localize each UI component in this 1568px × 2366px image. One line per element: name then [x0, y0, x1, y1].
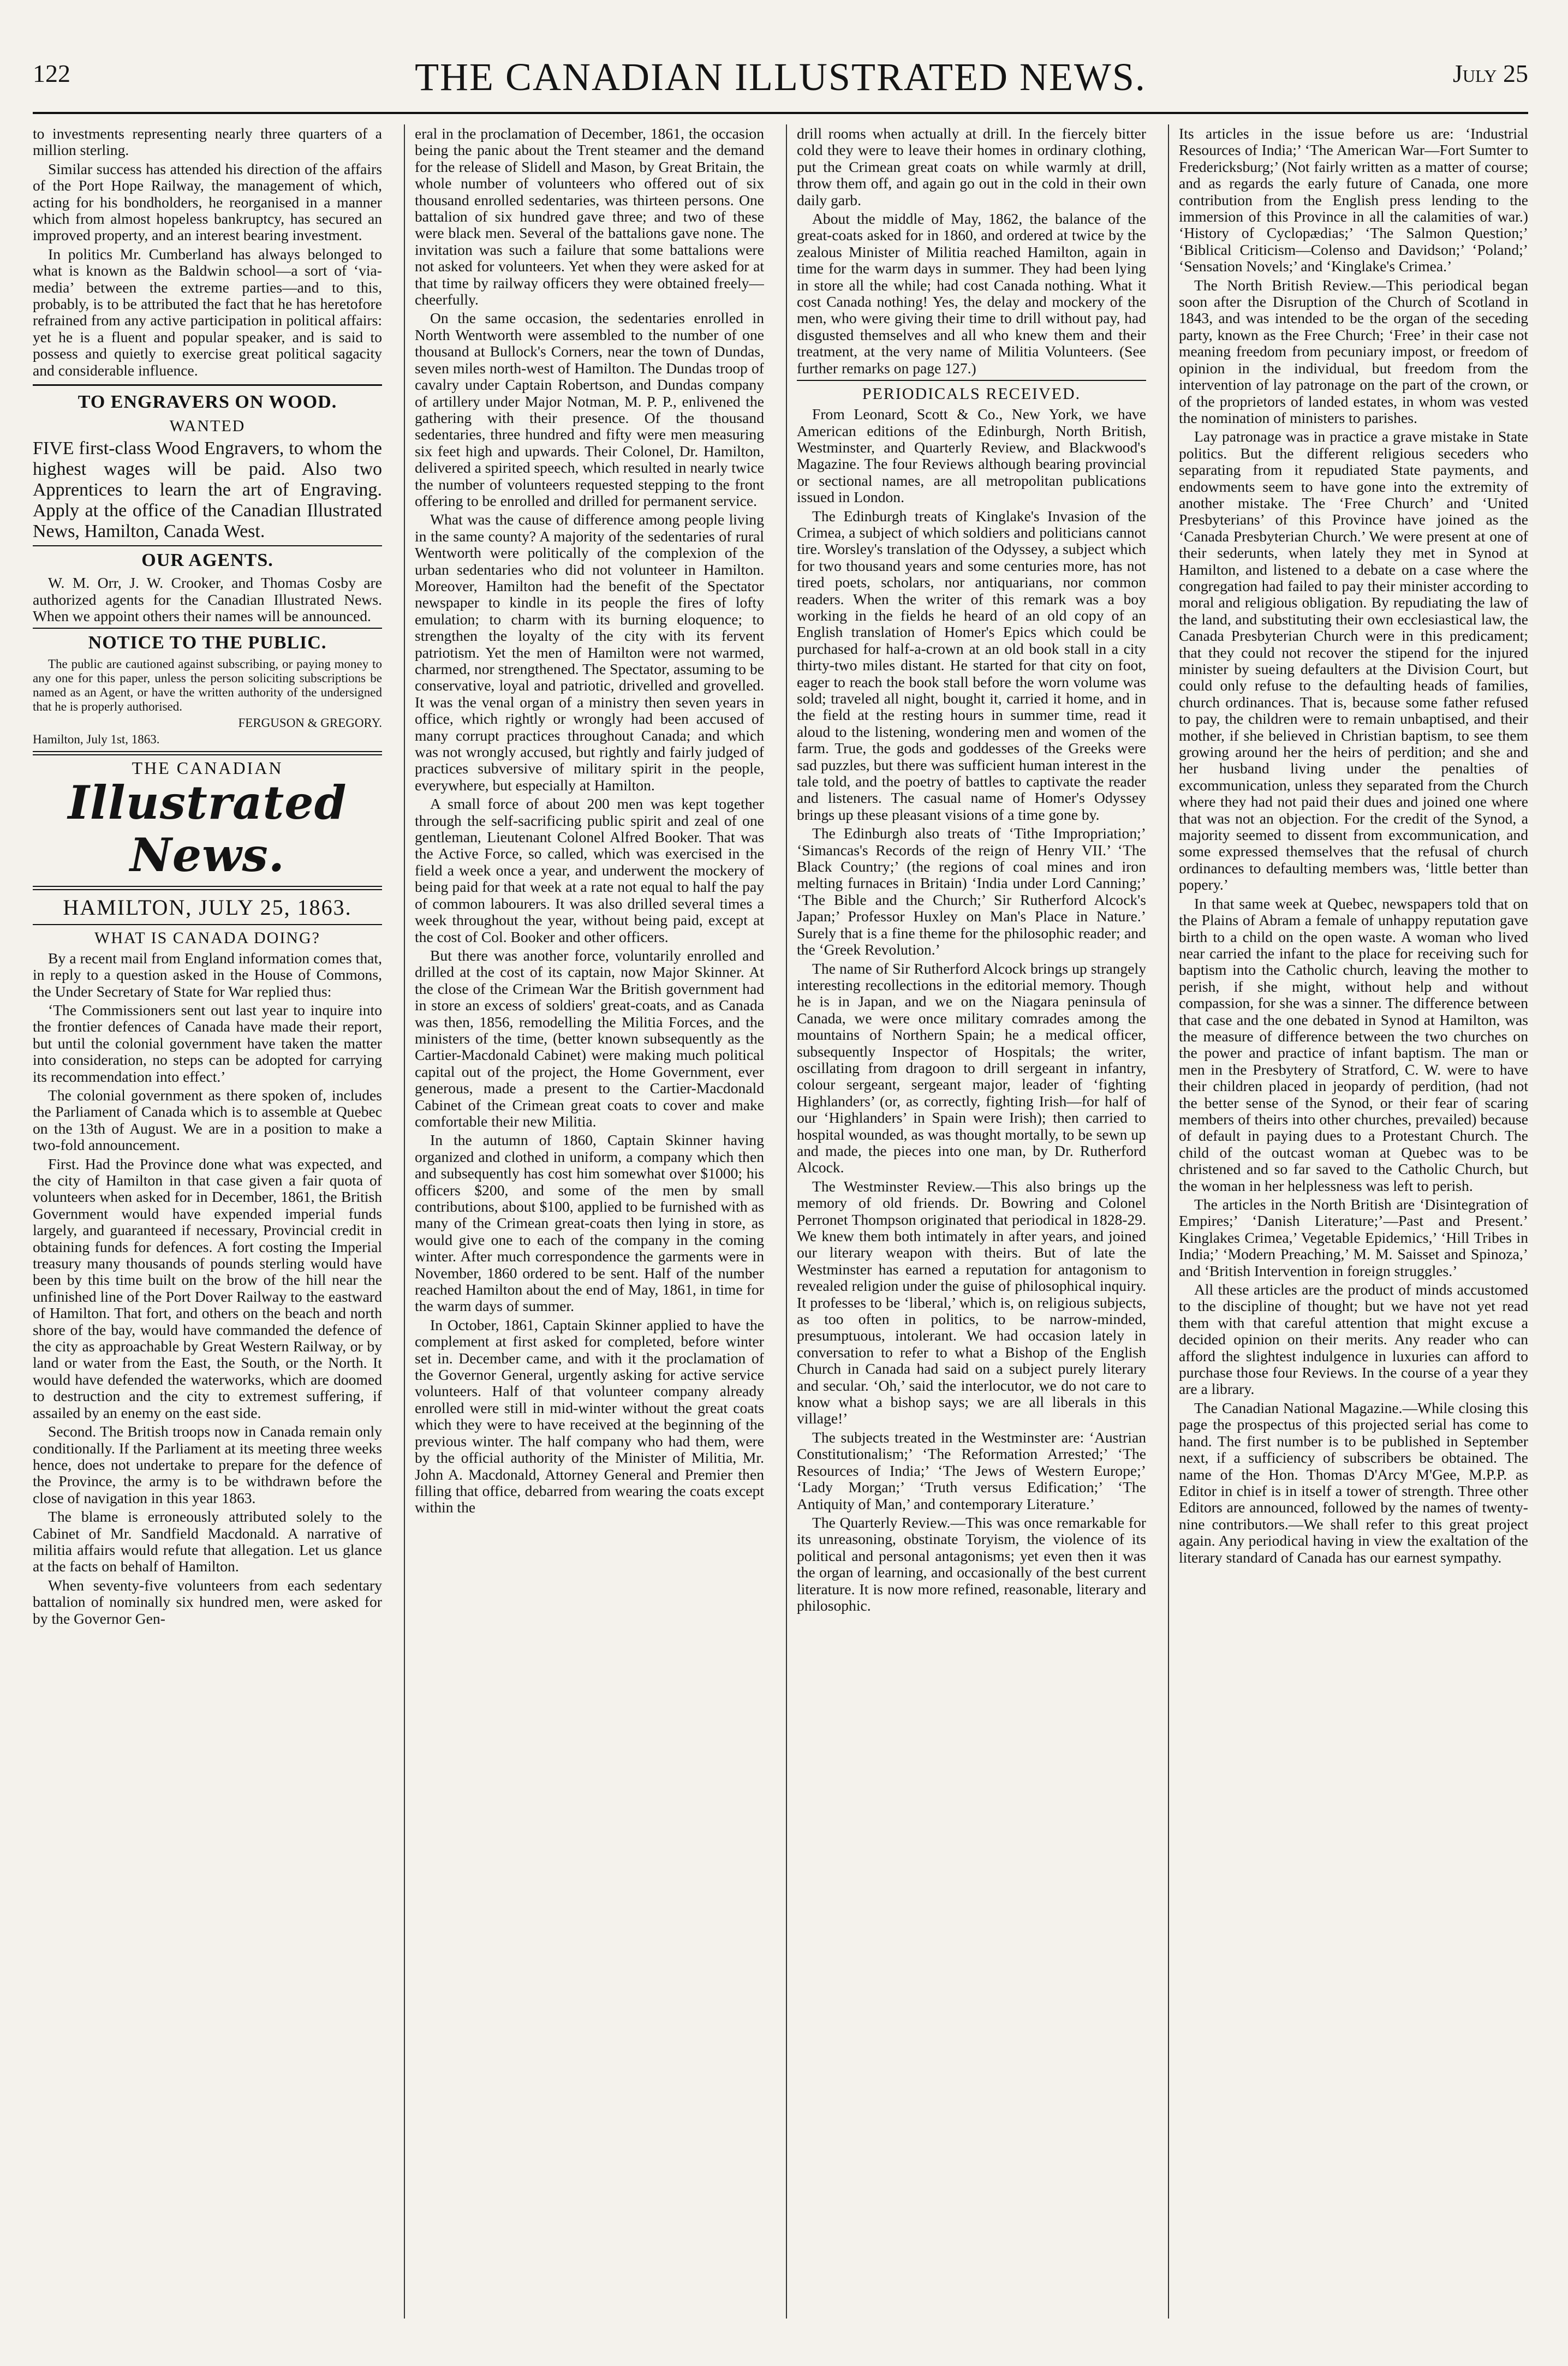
paragraph: The colonial government as there spoken of, includes the Parliament of Canada which is to assemble at Quebec on the 13th of August. We are in a position to make a two-fold announcement. [33, 1086, 382, 1154]
paragraph: ‘The Commissioners sent out last year to inquire into the frontier defences of Canada have made their report, but until the colonial government have taken the matter into consideration, no steps can be adopted for carrying its recommendation into effect.’ [33, 1001, 382, 1085]
paragraph: In that same week at Quebec, newspapers told that on the Plains of Abram a female of unhappy reputation gave birth to a child on the open waste. A woman who lived near carried the infant to the place for receiving such for baptism into the Catholic church, leaving the mother to perish, if she might, without help and without compassion, for she was a sinner. The difference between that case and the one debated in Synod at Hamilton, was the measure of difference between the two churches on the power and practice of infant baptism. The man or men in the Presbytery of Stratford, C. W. were to have their children placed in jeopardy of perdition, (had not the better sense of the Synod, or their fear of scaring members of theirs into other churches, prevailed) because of default in paying dues to a Protestant Church. The child of the outcast woman at Quebec was to be christened and so far saved to the Catholic Church, but the woman in her helplessness was left to perish. [1179, 895, 1528, 1194]
paragraph: Similar success has attended his direction of the affairs of the Port Hope Railway, the management of which, acting for his bondholders, he reorganised in a manner which from almost hopeless bankruptcy, has secured an improved property, and an interest bearing investment. [33, 160, 382, 244]
column-4 [1179, 126, 1528, 2320]
paragraph: By a recent mail from England information comes that, in reply to a question asked in the House of Commons, the Under Secretary of State for War replied thus: [33, 949, 382, 1000]
newspaper-title: THE CANADIAN ILLUSTRATED NEWS. [415, 55, 1146, 99]
article-heading: WHAT IS CANADA DOING? [94, 928, 320, 947]
paragraph: The Edinburgh treats of Kinglake's Invasion of the Crimea, a subject of which soldiers and politicians cannot tire. Worsley's translation of the Odyssey, a subject which for two thousand years and some centuries more, has not tired poets, scholars, nor antiquarians, nor common readers. When the writer of this remark was a boy working in the fields he heard of an old copy of an English translation of Homer's Epics which could be purchased for half-a-crown at an old book stall in a city thirty-two miles distant. He started for that city on foot, eager to reach the book stall before the worn volume was sold; traveled all night, bought it, carried it home, and in the field at the resting hours in summer time, read it aloud to the listening, wondering men and women of the farm. True, the gods and goddesses of the Greeks were sad puzzles, but there was sufficient human interest in the tale told, and the poetry of battles to captivate the reader and listeners. The casual name of Homer's Odyssey brings up these pleasant visions of a time gone by. [797, 507, 1146, 823]
paragraph: In politics Mr. Cumberland has always belonged to what is known as the Baldwin school—a sort of ‘via-media’ between the extreme parties—and to this, probably, is to be attributed the fact that he has heretofore refrained from any active participation in political affairs: yet he is a fluent and popular speaker, and is said to possess and quietly to exercise great political sagacity and considerable influence. [33, 245, 382, 379]
agents-notice: W. M. Orr, J. W. Crooker, and Thomas Cosby are authorized agents for the Canadian Illustrated News. When we appoint others their names will be announced. [33, 574, 382, 624]
issue-date: July 25 [1453, 59, 1528, 87]
paragraph: About the middle of May, 1862, the balance of the great-coats asked for in 1860, and ordered at twice by the zealous Minister of Militia reached Hamilton, again in time for the warm days in summer. They had been lying in store all the while; had cost Canada nothing. What it cost Canada nothing! Yes, the delay and mockery of the men, who were giving their time to drill without pay, had disgusted themselves and all who knew them and their treatment, at the very name of Militia Volunteers. (See further remarks on page 127.) [797, 210, 1146, 377]
header-rule [33, 112, 1528, 114]
paragraph: The Westminster Review.—This also brings up the memory of old friends. Dr. Bowring and Colonel Perronet Thompson originated that periodical in 1828-29. We knew them both intimately in after years, and joined our literary weapon with theirs. But of late the Westminster has earned a reputation for antagonism to revealed religion under the guise of philosophical inquiry. It professes to be ‘liberal,’ which is, on religious subjects, as too often in politics, to be narrow-minded, presumptuous, intolerant. We had occasion lately in conversation to refer to what a Bishop of the English Church in Canada had said on a subject purely literary and secular. ‘Oh,’ said the interlocutor, we do not care to know what a bishop says; we are all liberals in this village!’ [797, 1177, 1146, 1427]
paragraph: The name of Sir Rutherford Alcock brings up strangely interesting recollections in the editorial memory. Though he is in Japan, and we on the Niagara peninsula of Canada, we were once military comrades among the mountains of Northern Spain; he a medical officer, subsequently Inspector of Hospitals; the writer, oscillating from dragoon to drill sergeant in infantry, colour sergeant, sergeant major, leader of ‘fighting Highlanders’ (or, as correctly, fighting Irish—for half of our ‘Highlanders’ in Spain were Irish); then carried to hospital wounded, as was thought mortally, to be sewn up and made, the pieces into one man, by Dr. Rutherford Alcock. [797, 959, 1146, 1176]
divider [797, 380, 1146, 381]
page-number: 122 [33, 59, 70, 87]
paragraph: drill rooms when actually at drill. In the fiercely bitter cold they were to leave their homes in ordinary clothing, put the Crimean great coats on while warmly at drill, throw them off, and again go out in the cold in their own daily garb. [797, 126, 1146, 208]
public-notice-heading: NOTICE TO THE PUBLIC. [88, 633, 327, 653]
engravers-heading: TO ENGRAVERS ON WOOD. [77, 392, 337, 413]
paragraph: Its articles in the issue before us are: ‘Industrial Resources of India;’ ‘The American War—Fort Sumter to Fredericksburg;’ (Not fairly written as a matter of course; and as regards the early future of Canada, one more contribution from the English press lending to the immersion of this Province in all the calamities of war.) ‘History of Cyclopædias;’ ‘The Salmon Question;’ ‘Biblical Criticism—Colenso and Davidson;’ ‘Poland;’ ‘Sensation Novels;’ and ‘Kinglake's Crimea.’ [1179, 126, 1528, 275]
wanted-heading: WANTED [169, 417, 246, 436]
paragraph: Second. The British troops now in Canada remain only conditionally. If the Parliament at its meeting three weeks hence, does not undertake to prepare for the defence of the Province, the army is to be withdrawn before the close of navigation in this year 1863. [33, 1423, 382, 1506]
paragraph: The North British Review.—This periodical began soon after the Disruption of the Church of Scotland in 1843, and was intended to be the organ of the seceding party, known as the Free Church; ‘Free’ in their case not meaning freedom from pecuniary impost, or freedom of opinion in the individual, but freedom from the intervention of lay patronage on the part of the crown, or of the proprietors of landed estates, in whom was vested the nomination of ministers to parishes. [1179, 276, 1528, 426]
double-rule [33, 751, 382, 755]
masthead [33, 760, 382, 881]
column-1 [33, 126, 382, 2320]
agents-heading: OUR AGENTS. [141, 550, 273, 571]
paragraph: On the same occasion, the sedentaries enrolled in North Wentworth were assembled to the number of one thousand at Bullock's Corners, near the town of Dundas, seven miles north-west of Hamilton. The Dundas troop of cavalry under Captain Robertson, and Dundas company of artillery under Major Notman, M. P. P., enlivened the gathering with their presence. Of the thousand sedentaries, three hundred and fifty were men measuring six feet high and upwards. Their Colonel, Dr. Hamilton, delivered a spirited speech, which resulted in nearly twice the number of volunteers requested stepping to the front offering to be enrolled and drilled for permanent service. [415, 309, 764, 509]
divider [33, 628, 382, 629]
paragraph: When seventy-five volunteers from each sedentary battalion of nominally six hundred men, were asked for by the Governor Gen- [33, 1576, 382, 1627]
paragraph: In October, 1861, Captain Skinner applied to have the complement at first asked for completed, before winter set in. December came, and with it the proclamation of the Governor General, urgently asking for active service volunteers. Half of that volunteer company already enrolled were still in mid-winter without the great coats which they were to have received at the beginning of the previous winter. The half company who had them, were by the official authority of the Minister of Militia, Mr. John A. Macdonald, Attorney General and Premier then filling that office, debarred from wearing the coats except within the [415, 1316, 764, 1516]
paragraph: From Leonard, Scott & Co., New York, we have American editions of the Edinburgh, North British, Westminster, and Quarterly Review, and Blackwood's Magazine. The four Reviews although bearing provincial or sectional names, are all metropolitan publications issued in London. [797, 406, 1146, 506]
paragraph: The articles in the North British are ‘Disintegration of Empires;’ ‘Danish Literature;’—Past and Present.’ Kinglakes Crimea,’ Vegetable Epidemics,’ ‘Hill Tribes in India;’ ‘Modern Preaching,’ M. M. Saisset and Spinoza,’ and ‘British Intervention in foreign struggles.’ [1179, 1196, 1528, 1279]
periodicals-heading: PERIODICALS RECEIVED. [862, 385, 1081, 403]
masthead-title: Illustrated News. [68, 775, 347, 882]
wanted-notice: FIVE first-class Wood Engravers, to whom the highest wages will be paid. Also two Apprentices to learn the art of Engraving. Apply at the office of the Canadian Illustrated News, Hamilton, Canada West. [33, 438, 382, 542]
divider [33, 545, 382, 546]
masthead-top: THE CANADIAN [132, 758, 283, 778]
paragraph: First. Had the Province done what was expected, and the city of Hamilton in that case given a fair quota of volunteers when asked for in December, 1861, the British Government would have expended imperial funds largely, and guaranteed if necessary, Provincial credit in obtaining funds for defences. A fort costing the Imperial treasury many thousands of pounds sterling would have been by this time built on the brow of the hill near the unfinished line of the Port Dover Railway to the eastward of Hamilton. That fort, and others on the beach and north shore of the bay, would have commanded the defence of the city as approachable by Great Western Railway, or by land or water from the East, the South, or the North. It would have defended the waterworks, which are doomed to destruction and the city to extremest suffering, if assailed by an enemy on the east side. [33, 1155, 382, 1421]
paragraph: A small force of about 200 men was kept together through the self-sacrificing public spirit and zeal of one gentleman, Lieutenant Colonel Alfred Booker. That was the Active Force, so called, which was exercised in the field a week once a year, and underwent the mockery of being paid for that week at a rate not equal to half the pay of common labourers. It was also drilled several times a week throughout the year, without being paid, except at the cost of Col. Booker and other officers. [415, 795, 764, 945]
page-header [33, 55, 1528, 104]
paragraph: What was the cause of difference among people living in the same county? A majority of the sedentaries of rural Wentworth were politically of the complexion of the urban sedentaries who did not volunteer in Hamilton. Moreover, Hamilton had the benefit of the Spectator newspaper to kindle in its people the fires of lofty emulation; to charm with its burning eloquence; to strengthen the loyalty of the city with its fervent patriotism. Yet the men of Hamilton were not warmed, charmed, nor strengthened. The Spectator, assuming to be conservative, loyal and patriotic, drivelled and grovelled. It was the venal organ of a ministry then seven years in office, which rightly or wrongly had been accused of many corrupt practices throughout Canada; and which was not wrongly accused, but rightly and fairly judged of practices subversive of military spirit in the people, everywhere, but especially at Hamilton. [415, 511, 764, 794]
divider [33, 384, 382, 386]
notice-signature: FERGUSON & GREGORY. [238, 716, 382, 730]
paragraph: Lay patronage was in practice a grave mistake in State politics. But the different religious seceders who separating from it repudiated State payments, and endowments seem to have gone into the extremity of another mistake. The ‘Free Church’ and ‘United Presbyterians’ of this Province have joined as the ‘Canada Presbyterian Church.’ We were present at one of their sederunts, when lately they met in Synod at Hamilton, and listened to a debate on a case where the congregation had failed to pay their minister according to moral and religious obligation. By repudiating the law of the land, and substituting their own ecclesiastical law, the Canada Presbyterian Church were in this predicament; that they could not recover the stipend for the injured minister by sueing defaulters at the Division Court, but could only refuse to the defaulting heads of families, church ordinances. That is, because some father refused to pay, the children were to remain unbaptised, and their mother, if she believed in Christian baptism, to see them growing around her the heirs of perdition; and she and her husband living under the penalties of excommunication, unless they separated from the Church where they had not paid their dues and joined one where that was not an objection. For the credit of the Synod, a majority seemed to dissent from excommunication, and some expressed themselves that the refusal of church ordinances to defaulting members was, ‘little better than popery.’ [1179, 428, 1528, 893]
paragraph: The Canadian National Magazine.—While closing this page the prospectus of this projected serial has come to hand. The first number is to be published in September next, if a sufficiency of subscribers be obtained. The name of the Hon. Thomas D'Arcy M'Gee, M.P.P. as Editor in chief is in itself a tower of strength. Three other Editors are announced, followed by the names of twenty-nine contributors.—We shall refer to this great project again. Any periodical having in view the exaltation of the literary standard of Canada has our earnest sympathy. [1179, 1399, 1528, 1566]
paragraph: The Quarterly Review.—This was once remarkable for its unreasoning, obstinate Toryism, the violence of its political and personal antagonisms; yet even then it was the organ of learning, and occasionally of the best current literature. It is now more refined, reasonable, literary and philosophic. [797, 1513, 1146, 1614]
dateline: HAMILTON, JULY 25, 1863. [63, 895, 352, 920]
column-divider [404, 124, 405, 2319]
paragraph: to investments representing nearly three quarters of a million sterling. [33, 126, 382, 159]
paragraph: In the autumn of 1860, Captain Skinner having organized and clothed in uniform, a company which then and subsequently has cost him somewhat over $1000; his officers $200, and some of the men by small contributions, about $100, applied to be furnished with as many of the Crimean great-coats then lying in store, as would give one to each of the company in the coming winter. After much correspondence the garments were in November, 1860 ordered to be sent. Half of the number reached Hamilton about the end of May, 1861, in time for the warm days of summer. [415, 1131, 764, 1315]
paragraph: The blame is erroneously attributed solely to the Cabinet of Mr. Sandfield Macdonald. A narrative of militia affairs would refute that allegation. Let us glance at the facts on behalf of Hamilton. [33, 1508, 382, 1575]
paragraph: eral in the proclamation of December, 1861, the occasion being the panic about the Trent steamer and the demand for the release of Slidell and Mason, by Great Britain, the whole number of volunteers who offered out of six thousand enrolled sedentaries, was thirteen persons. One battalion of six hundred gave three; and two of these were black men. Several of the battalions gave none. The invitation was such a failure that some battalions were not asked for volunteers. Yet when they were asked for at that time by railway officers they were obtained freely—cheerfully. [415, 126, 764, 308]
double-rule [33, 886, 382, 890]
column-2 [415, 126, 764, 2320]
column-divider [786, 124, 787, 2319]
paragraph: All these articles are the product of minds accustomed to the discipline of thought; but we have not yet read them with that careful attention that might excuse a decided opinion on their merits. Any reader who can afford the slightest indulgence in luxuries can afford to purchase those four Reviews. In the course of a year they are a library. [1179, 1281, 1528, 1398]
public-notice-text: The public are cautioned against subscribing, or paying money to any one for this paper, unless the person soliciting subscriptions be named as an Agent, or have the written authority of the undersigned that he is properly authorised. [33, 657, 382, 714]
paragraph: But there was another force, voluntarily enrolled and drilled at the cost of its captain, now Major Skinner. At the close of the Crimean War the British government had in store an excess of soldiers' great-coats, and as Canada was then, 1856, remodelling the Militia Forces, and the ministers of the time, (better known subsequently as the Cartier-Macdonald Cabinet) were making much political capital out of the project, the Home Government, ever generous, made a present to the Cartier-Macdonald Cabinet of the Crimean great coats to cover and make comfortable their new Militia. [415, 946, 764, 1130]
column-3 [797, 126, 1146, 2320]
paragraph: The Edinburgh also treats of ‘Tithe Impropriation;’ ‘Simancas's Records of the reign of Henry VII.’ ‘The Black Country;’ (the regions of coal mines and iron melting furnaces in Britain) ‘India under Lord Canning;’ ‘The Bible and the Church;’ Sir Rutherford Alcock's Japan;’ Professor Huxley on Man's Place in Nature.’ Surely that is a fine theme for the philosophic reader; and the ‘Greek Revolution.’ [797, 825, 1146, 958]
paragraph: The subjects treated in the Westminster are: ‘Austrian Constitutionalism;’ ‘The Reformation Arrested;’ ‘The Resources of India;’ ‘The Jews of Western Europe;’ ‘Lady Morgan;’ ‘Truth versus Edification;’ ‘The Antiquity of Man,’ and contemporary Literature.’ [797, 1428, 1146, 1512]
column-divider [1168, 124, 1169, 2319]
divider [33, 924, 382, 925]
notice-date: Hamilton, July 1st, 1863. [33, 732, 160, 747]
